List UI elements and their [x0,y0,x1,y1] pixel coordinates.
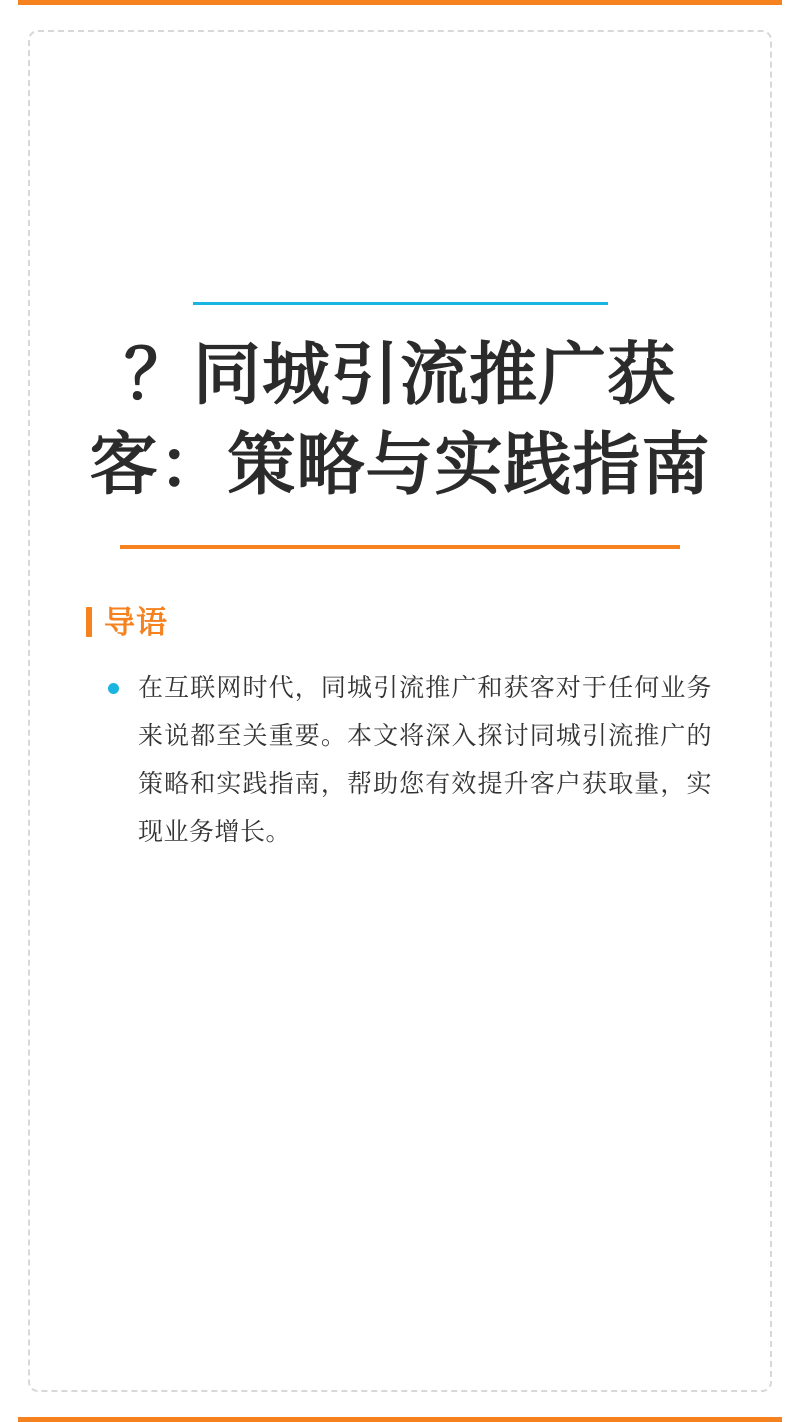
list-item [104,664,712,856]
dashed-content-frame [28,30,772,1392]
bullet-dot-icon [108,683,119,694]
list-item-text: 在互联网时代，同城引流推广和获客对于任何业务来说都至关重要。本文将深入探讨同城引流推广的策略和实践指南，帮助您有效提升客户获取量，实现业务增长。 [138,673,712,846]
section-accent-bar-icon [86,607,92,637]
section-heading-row [86,604,724,640]
title-divider-bottom [120,545,680,549]
section-intro [76,604,724,856]
top-accent-bar [18,0,782,5]
bottom-accent-bar [18,1417,782,1422]
section-heading-label: 导语 [104,604,168,640]
title-divider-top [193,302,608,305]
intro-bullet-list [86,664,724,856]
content-area [76,302,724,856]
page-title: ？同城引流推广获客：策略与实践指南 [89,337,711,503]
